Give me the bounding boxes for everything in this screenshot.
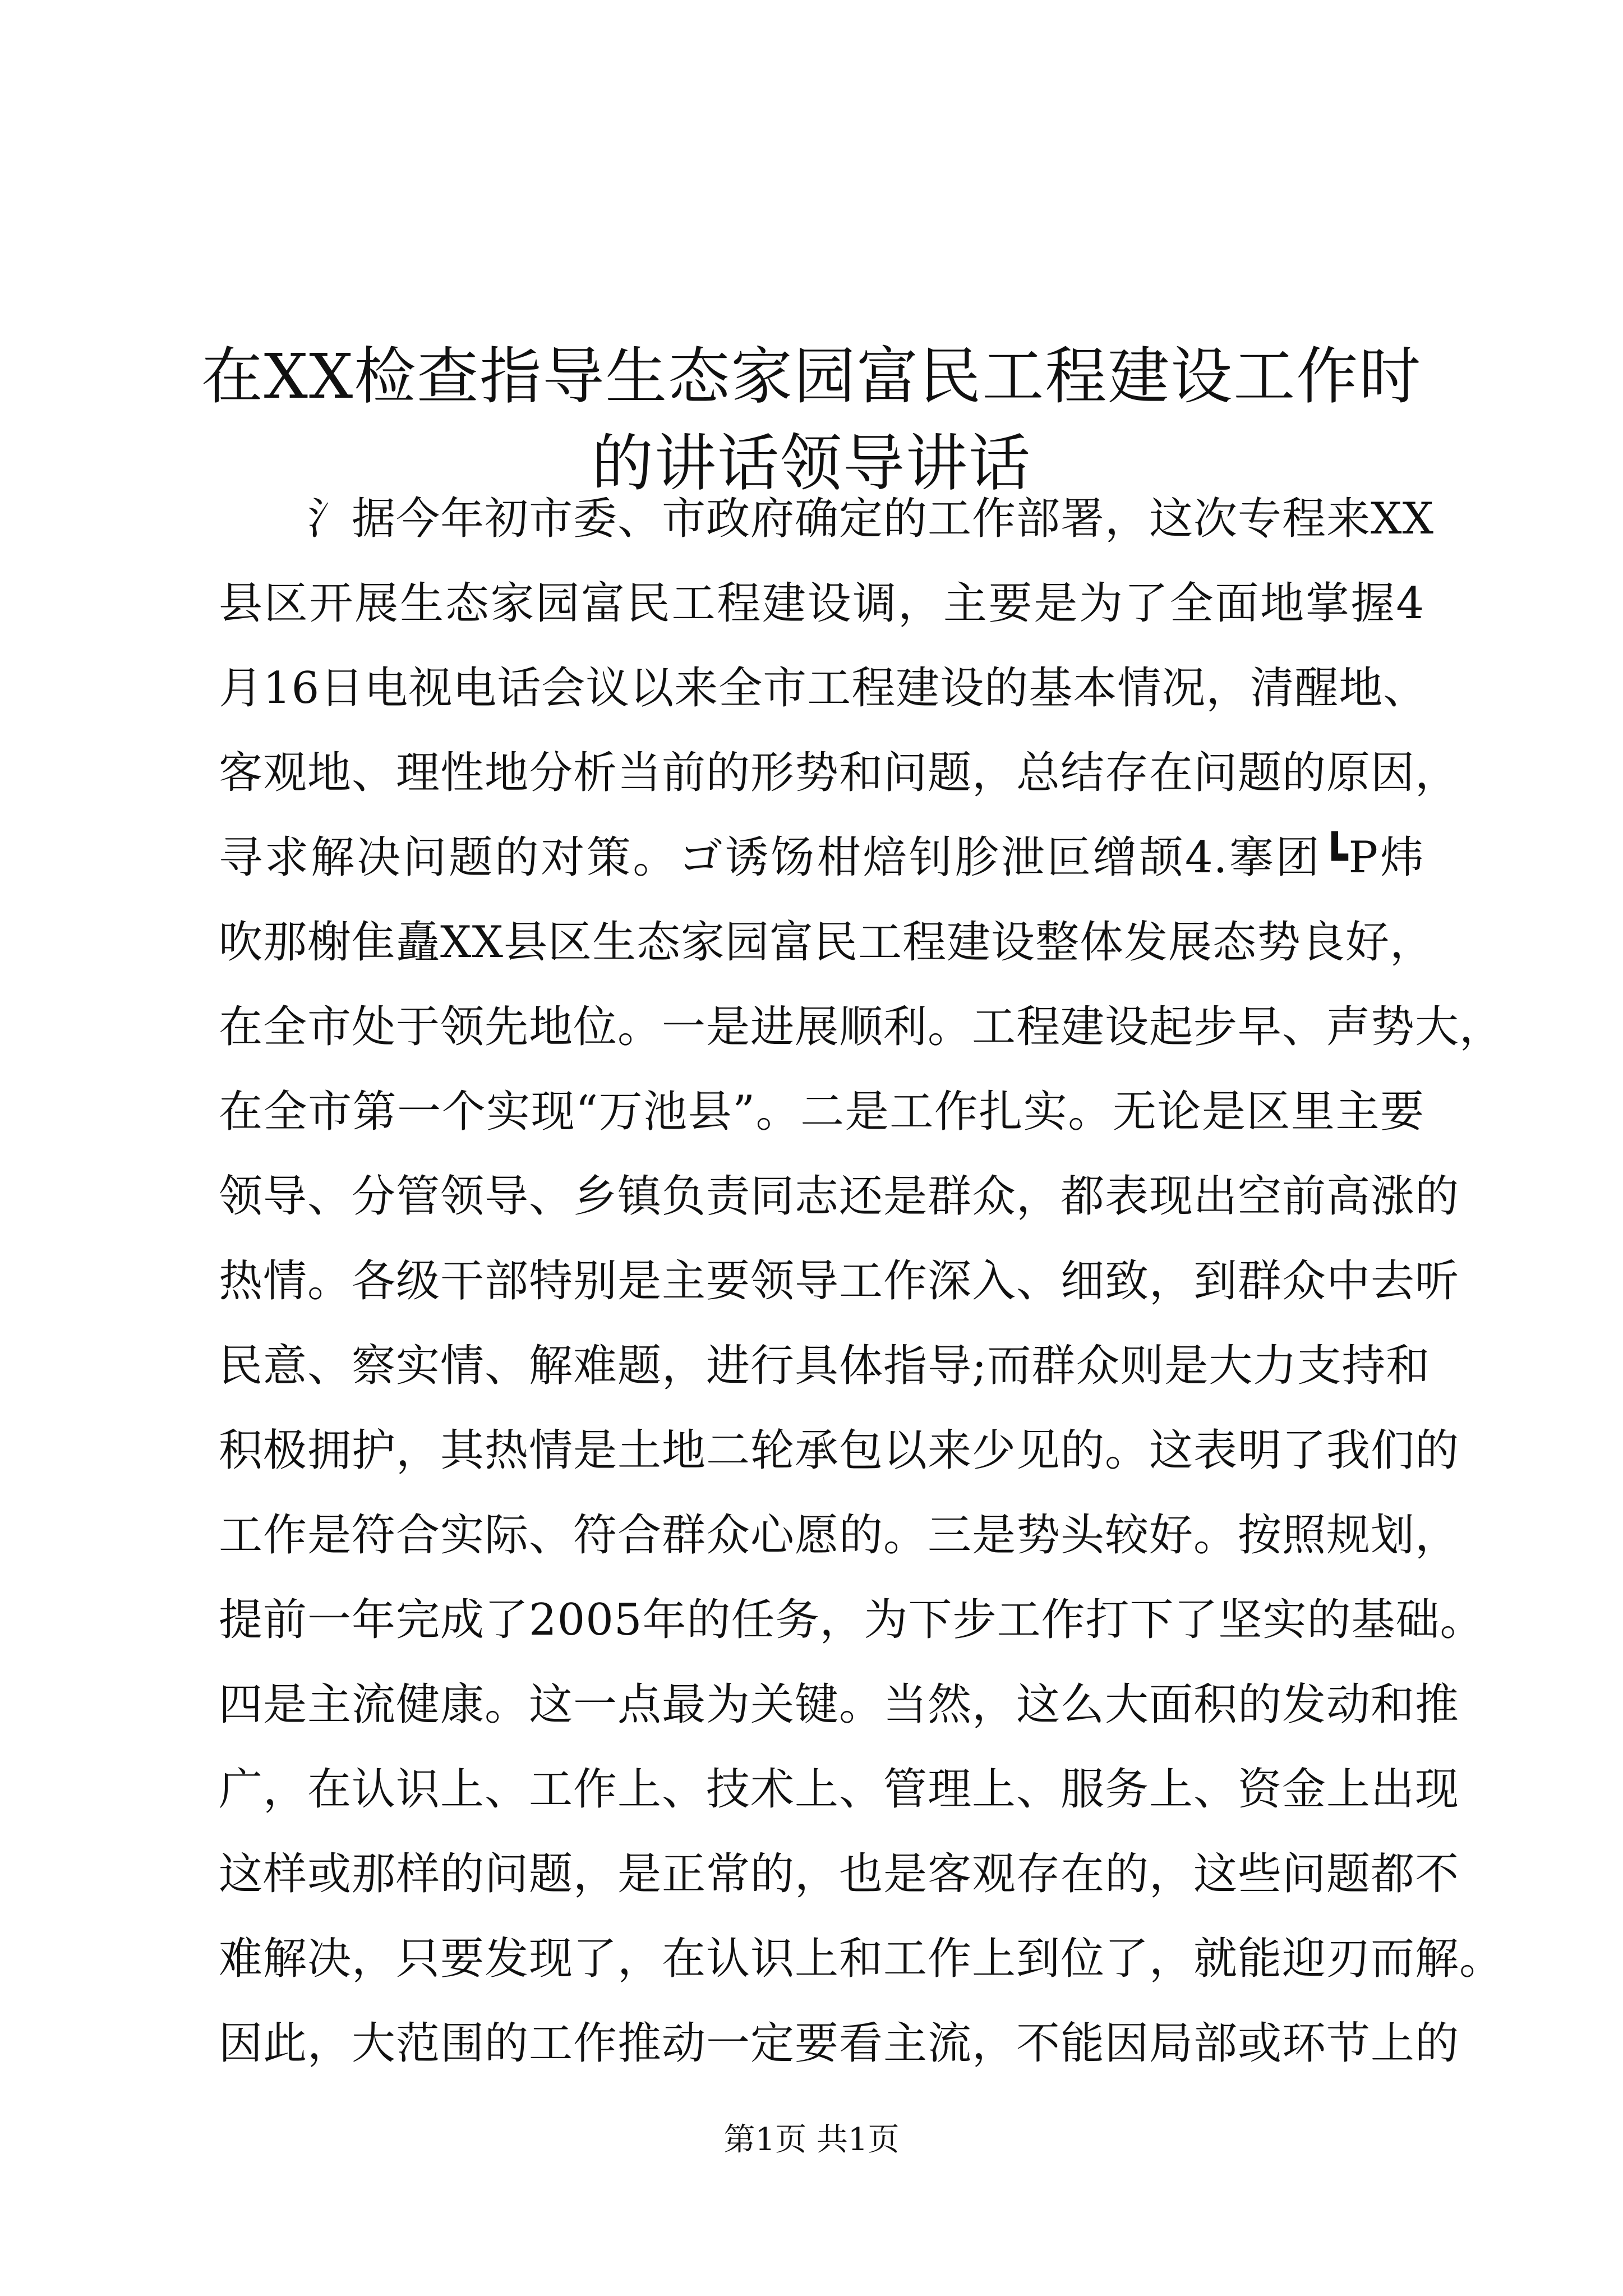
body-line: 在全市第一个实现“万池县”。二是工作扎实。无论是区里主要 [219,1087,1424,1137]
body-paragraph [219,477,1504,2086]
body-line: 寻求解决问题的对策。ゴ诱饧柑焙钊胗泄叵缯颉4.搴团┗P炜 [219,832,1424,883]
body-line: 民意、察实情、解难题，进行具体指导;而群众则是大力支持和 [219,1341,1431,1391]
body-line: 热情。各级干部特别是主要领导工作深入、细致，到群众中去听 [219,1256,1460,1306]
page-footer: 第1页 共1页 [723,2122,900,2158]
body-line: 四是主流健康。这一点最为关键。当然，这么大面积的发动和推 [219,1680,1460,1730]
body-line: 吹那榭隹矗XX县区生态家园富民工程建设整体发展态势良好， [219,917,1435,968]
body-line: 月16日电视电话会议以来全市工程建设的基本情况，清醒地、 [219,663,1428,714]
body-line: 客观地、理性地分析当前的形势和问题，总结存在问题的原因， [219,748,1460,798]
body-line: 提前一年完成了2005年的任务，为下步工作打下了坚实的基础。 [219,1595,1484,1645]
title-line-1: 在XX检查指导生态家园富民工程建设工作时 [201,340,1422,412]
body-line: 领导、分管领导、乡镇负责同志还是群众，都表现出空前高涨的 [219,1171,1460,1222]
body-line: 氵据今年初市委、市政府确定的工作部署，这次专程来XX [307,494,1435,544]
body-line: 县区开展生态家园富民工程建设调，主要是为了全面地掌握4 [219,578,1424,629]
body-line: 广，在认识上、工作上、技术上、管理上、服务上、资金上出现 [219,1764,1460,1815]
body-line: 在全市处于领先地位。一是进展顺利。工程建设起步早、声势大， [219,1002,1504,1052]
body-line: 这样或那样的问题，是正常的，也是客观存在的，这些问题都不 [219,1849,1460,1899]
body-line: 因此，大范围的工作推动一定要看主流，不能因局部或环节上的 [219,2018,1460,2069]
title-line-2: 的讲话领导讲话 [592,427,1031,499]
body-line: 积极拥护，其热情是土地二轮承包以来少见的。这表明了我们的 [219,1425,1460,1476]
body-line: 难解决，只要发现了，在认识上和工作上到位了，就能迎刃而解。 [219,1934,1504,1984]
body-line: 工作是符合实际、符合群众心愿的。三是势头较好。按照规划， [219,1510,1460,1561]
